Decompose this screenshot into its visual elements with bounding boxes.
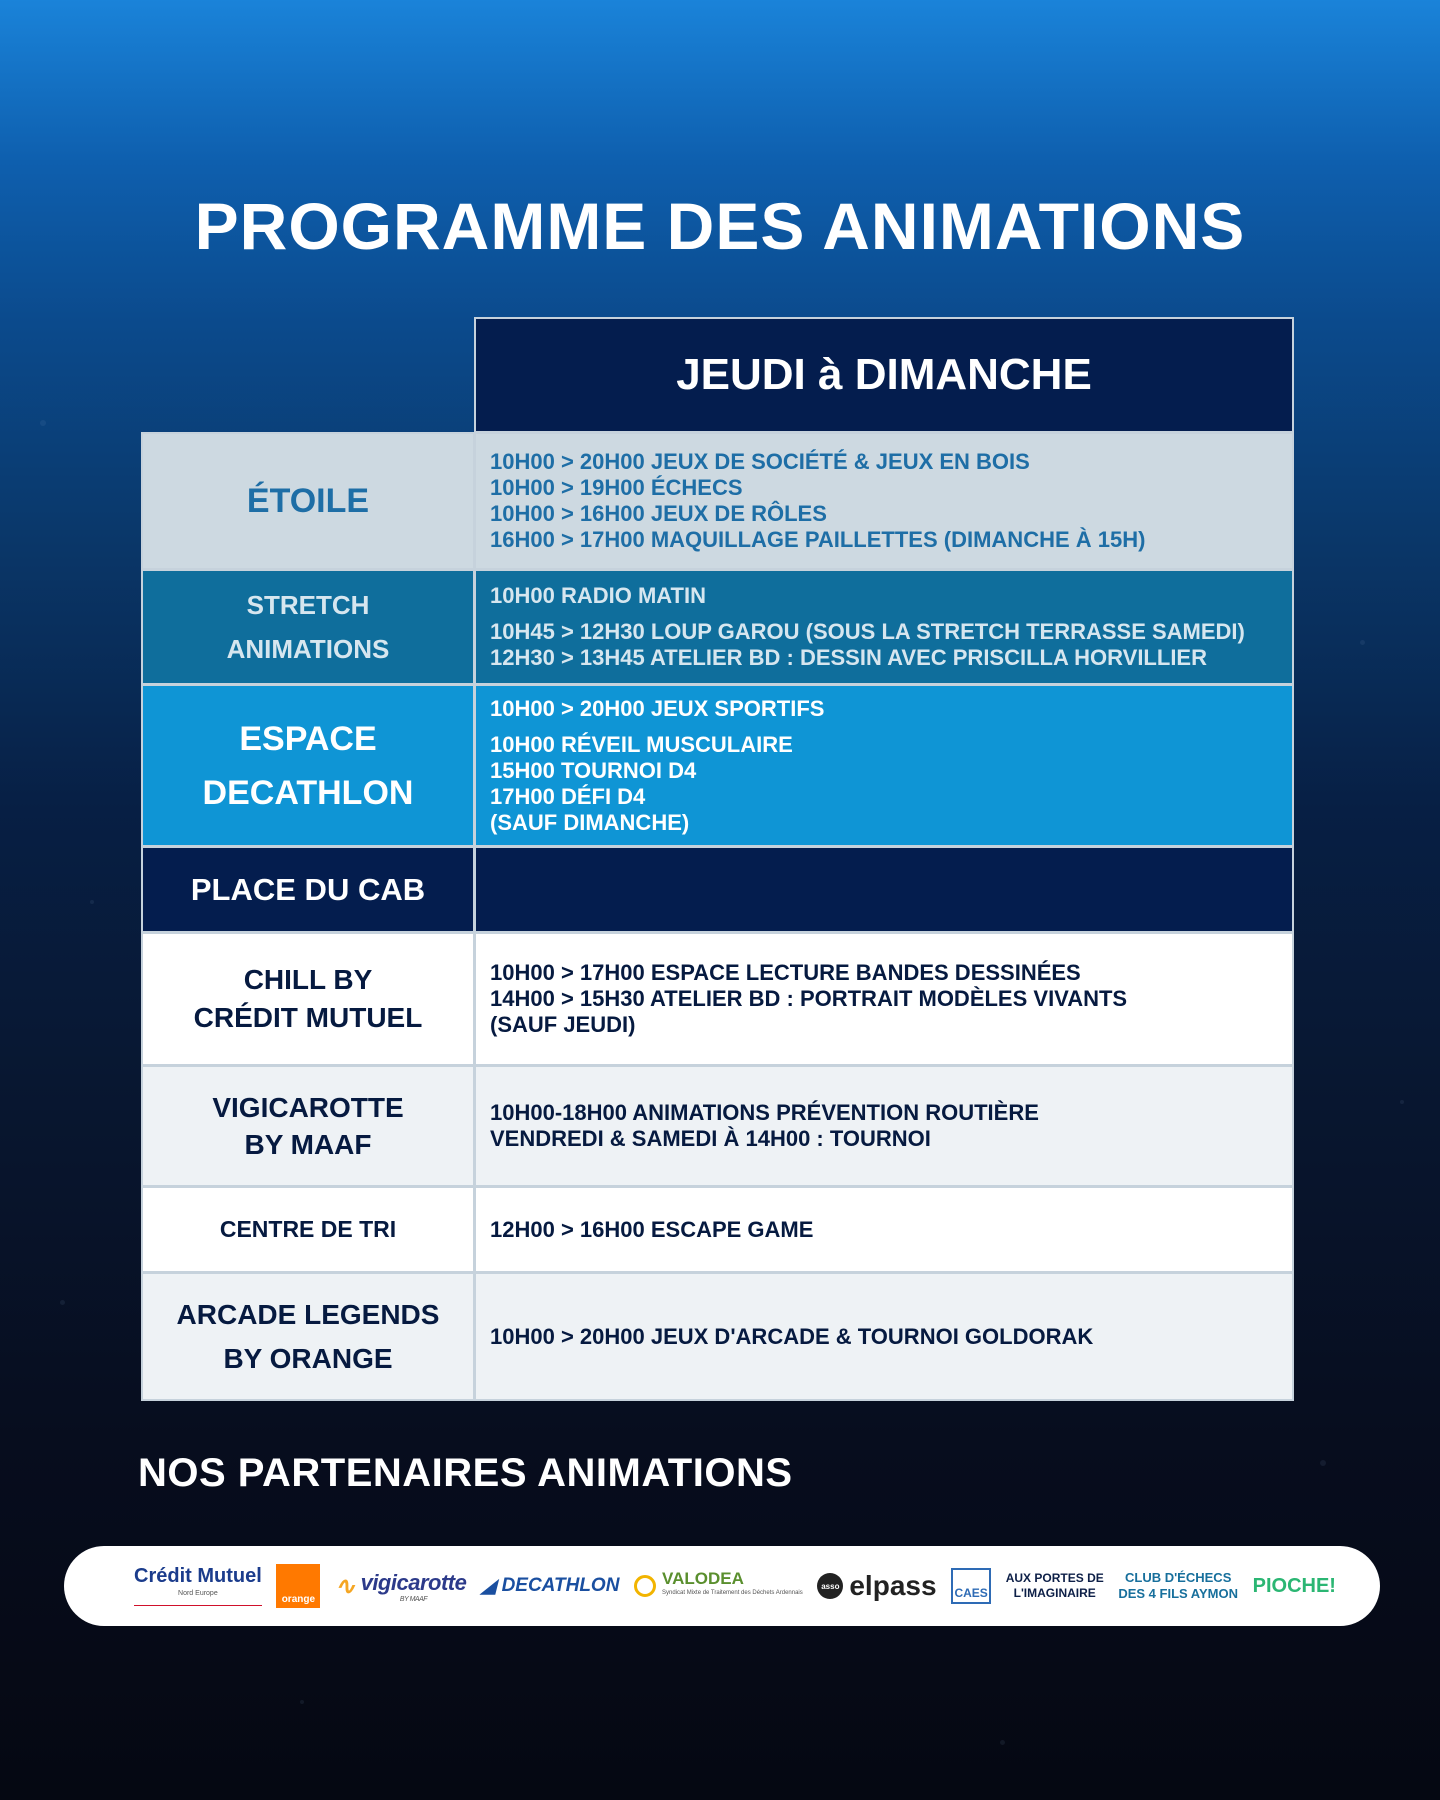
activity-line: 10H00 > 20H00 JEUX SPORTIFS <box>490 696 825 721</box>
row-label-line: BY ORANGE <box>223 1342 393 1374</box>
activity-line: VENDREDI & SAMEDI À 14H00 : TOURNOI <box>490 1126 931 1151</box>
row-activities-chill-credit-mutuel <box>474 932 1294 1066</box>
club-echecs-line2: DES 4 FILS AYMON <box>1118 1586 1239 1601</box>
row-label-line: STRETCH <box>246 590 370 620</box>
credit-mutuel-logo <box>134 1564 262 1606</box>
activity-line: 10H00 > 16H00 JEUX DE RÔLES <box>490 501 827 526</box>
row-label-line: VIGICAROTTE <box>212 1092 404 1123</box>
activity-line: (SAUF JEUDI) <box>490 1012 636 1037</box>
schedule-table <box>142 318 1294 1401</box>
row-activities-etoile <box>474 432 1294 570</box>
activity-line: 12H30 > 13H45 ATELIER BD : DESSIN AVEC PRISCILLA HORVILLIER <box>490 645 1207 670</box>
activity-line: 17H00 DÉFI D4 <box>490 784 646 809</box>
row-label-chill-credit-mutuel <box>141 932 475 1066</box>
helpass-logo <box>817 1570 936 1602</box>
orange-name: orange <box>281 1594 316 1605</box>
row-label-arcade-legends <box>141 1272 475 1401</box>
background-speck <box>300 1700 304 1704</box>
decathlon-logo <box>481 1575 619 1598</box>
row-label-stretch-animations <box>141 569 475 685</box>
activity-line: 10H00 > 20H00 JEUX D'ARCADE & TOURNOI GOLDORAK <box>490 1323 1094 1349</box>
row-label-line: BY MAAF <box>244 1129 372 1160</box>
background-speck <box>1000 1740 1005 1745</box>
row-label-line: CENTRE DE TRI <box>219 1216 397 1242</box>
decathlon-swoosh-icon: ◢ <box>480 1575 496 1597</box>
activity-line: 10H00 RÉVEIL MUSCULAIRE <box>490 732 793 757</box>
background-speck <box>1360 640 1365 645</box>
row-label-line: ANIMATIONS <box>226 634 390 664</box>
row-label-espace-decathlon <box>141 684 475 847</box>
page-title: PROGRAMME DES ANIMATIONS <box>194 189 1246 263</box>
valodea-name: VALODEA <box>662 1569 744 1588</box>
background-speck <box>1320 1460 1326 1466</box>
row-activities-stretch-animations <box>474 569 1294 685</box>
activity-line: 10H00 > 17H00 ESPACE LECTURE BANDES DESSINÉES <box>490 960 1081 985</box>
activity-line: 12H00 > 16H00 ESCAPE GAME <box>490 1216 814 1242</box>
valodea-circle-icon <box>634 1575 656 1597</box>
activity-line: 10H00 > 20H00 JEUX DE SOCIÉTÉ & JEUX EN BOIS <box>490 449 1030 474</box>
row-label-vigicarotte <box>141 1065 475 1187</box>
row-label-line: CRÉDIT MUTUEL <box>193 1002 423 1033</box>
decathlon-name: DECATHLON <box>501 1575 620 1596</box>
activity-line: 10H45 > 12H30 LOUP GAROU (SOUS LA STRETCH TERRASSE SAMEDI) <box>490 619 1245 644</box>
row-label-line: ARCADE LEGENDS <box>176 1298 440 1330</box>
row-activities-place-du-cab <box>474 846 1294 933</box>
row-label-place-du-cab <box>141 846 475 933</box>
vigicarotte-name: vigicarotte <box>360 1569 467 1595</box>
background-speck <box>90 900 94 904</box>
row-label-line: ESPACE <box>239 719 377 758</box>
partners-logo-bar <box>64 1546 1380 1626</box>
caes-name: CAES <box>954 1586 988 1600</box>
activity-line: (SAUF DIMANCHE) <box>490 810 690 835</box>
row-activities-espace-decathlon <box>474 684 1294 847</box>
pioche-name: PIOCHE! <box>1252 1574 1336 1597</box>
activity-line: 10H00 RADIO MATIN <box>490 583 706 608</box>
row-label-line: ÉTOILE <box>246 481 370 520</box>
vigicarotte-logo <box>335 1570 466 1603</box>
activity-line: 14H00 > 15H30 ATELIER BD : PORTRAIT MODÈLES VIVANTS <box>490 986 1128 1011</box>
partners-title: NOS PARTENAIRES ANIMATIONS <box>138 1451 793 1495</box>
row-label-centre-de-tri <box>141 1186 475 1273</box>
background-speck <box>60 1300 65 1305</box>
pioche-logo <box>1253 1575 1336 1598</box>
activity-line: 15H00 TOURNOI D4 <box>490 758 697 783</box>
aux-portes-logo <box>1006 1571 1104 1601</box>
row-label-line: PLACE DU CAB <box>190 871 426 907</box>
valodea-logo <box>634 1571 803 1601</box>
row-label-line: DECATHLON <box>202 773 414 812</box>
helpass-name: elpass <box>849 1570 937 1601</box>
aux-portes-line2: L'IMAGINAIRE <box>1013 1586 1096 1600</box>
club-echecs-line1: CLUB D'ÉCHECS <box>1124 1570 1232 1585</box>
aux-portes-line1: AUX PORTES DE <box>1005 1571 1104 1585</box>
row-label-line: CHILL BY <box>243 964 373 995</box>
orange-logo <box>276 1564 320 1608</box>
club-echecs-logo <box>1118 1570 1238 1602</box>
row-activities-vigicarotte <box>474 1065 1294 1187</box>
rabbit-icon: ∿ <box>334 1572 355 1600</box>
helpass-badge: asso <box>817 1573 843 1599</box>
background-speck <box>1400 1100 1404 1104</box>
background-speck <box>40 420 46 426</box>
credit-mutuel-name: Crédit Mutuel <box>134 1564 262 1587</box>
row-label-etoile <box>141 432 475 570</box>
credit-mutuel-sub: Nord Europe <box>178 1589 218 1597</box>
vigicarotte-sub: BY MAAF <box>399 1595 428 1603</box>
row-activities-centre-de-tri <box>474 1186 1294 1273</box>
column-header: JEUDI à DIMANCHE <box>474 317 1294 433</box>
caes-logo <box>951 1568 991 1604</box>
valodea-sub: Syndicat Mixte de Traitement des Déchets Ardennais <box>662 1590 803 1596</box>
activity-line: 16H00 > 17H00 MAQUILLAGE PAILLETTES (DIMANCHE À 15H) <box>490 527 1146 552</box>
activity-line: 10H00-18H00 ANIMATIONS PRÉVENTION ROUTIÈRE <box>490 1100 1039 1125</box>
row-activities-arcade-legends <box>474 1272 1294 1401</box>
activity-line: 10H00 > 19H00 ÉCHECS <box>490 475 743 500</box>
